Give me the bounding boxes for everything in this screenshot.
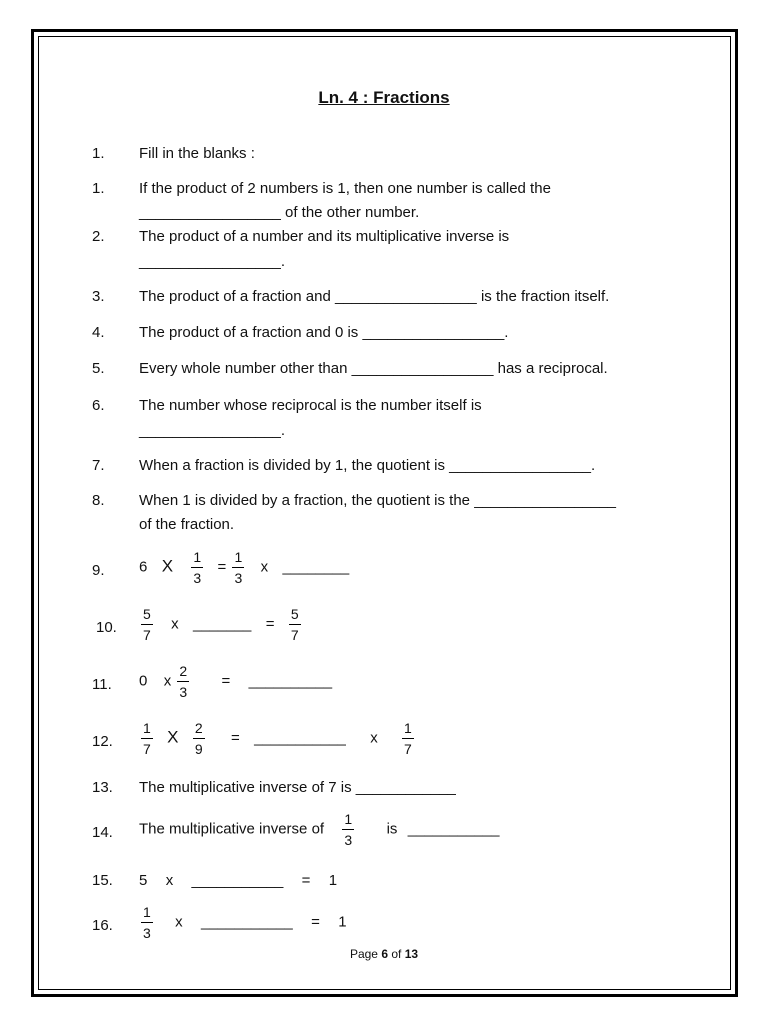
- item-text: The product of a fraction and 0 is _________________.: [139, 324, 509, 341]
- item-text-continued: of the fraction.: [139, 516, 235, 533]
- times-sign: X: [161, 556, 174, 576]
- answer-blank: ________: [282, 558, 350, 576]
- item-text: If the product of 2 numbers is 1, then one number is called the: [139, 180, 551, 197]
- equation-row: [139, 606, 303, 643]
- fraction: $\frac{2}{9}$: [194, 720, 203, 757]
- item-number: 10.: [96, 619, 117, 636]
- times-sign: x: [171, 615, 179, 633]
- item-number: 9.: [92, 562, 105, 579]
- answer-blank: _______: [192, 615, 252, 633]
- item-text: When 1 is divided by a fraction, the quotient is the _________________: [139, 492, 617, 509]
- page-title: Ln. 4 : Fractions: [318, 88, 450, 107]
- item-number: 14.: [92, 824, 113, 841]
- item-text: The number whose reciprocal is the number itself is: [139, 397, 482, 414]
- equals-sign: =: [311, 913, 320, 931]
- footer-total-pages: 13: [404, 947, 419, 961]
- equals-sign: =: [217, 558, 227, 576]
- times-sign: x: [163, 672, 172, 690]
- item-number: 1.: [92, 180, 105, 197]
- fraction: $\frac{1}{3}$: [143, 904, 151, 941]
- item-number: 4.: [92, 324, 105, 341]
- equals-sign: =: [230, 729, 240, 747]
- item-number: 16.: [92, 917, 113, 934]
- item-number: 8.: [92, 492, 105, 509]
- item-text-continued: _________________.: [139, 422, 285, 439]
- answer-blank: __________: [248, 672, 333, 690]
- item-number: 7.: [92, 457, 105, 474]
- is-text: is: [386, 820, 398, 838]
- footer-prefix: Page: [349, 947, 378, 961]
- equals-sign: =: [221, 672, 231, 690]
- item-number: 15.: [92, 872, 113, 889]
- item-number: 12.: [92, 733, 113, 750]
- fraction: $\frac{5}{7}$: [143, 606, 151, 643]
- times-sign: x: [260, 558, 269, 576]
- item-text: The multiplicative inverse of 7 is ____________: [139, 779, 456, 796]
- times-sign: x: [370, 729, 378, 747]
- operand: 6: [139, 558, 148, 576]
- answer-blank: ___________: [200, 913, 293, 931]
- fraction: $\frac{1}{3}$: [234, 549, 243, 586]
- times-sign: X: [167, 727, 179, 747]
- item-text: When a fraction is divided by 1, the quotient is _________________.: [139, 457, 596, 474]
- answer-blank: ___________: [254, 729, 346, 747]
- answer-blank: ___________: [191, 872, 284, 889]
- item-text: The multiplicative inverse of: [139, 820, 325, 838]
- equation-row: [139, 549, 349, 586]
- result-value: 1: [338, 913, 347, 931]
- item-text-continued: _________________ of the other number.: [139, 204, 420, 221]
- item-number: 5.: [92, 360, 105, 377]
- fraction: $\frac{2}{3}$: [179, 663, 188, 700]
- equation-row: [139, 904, 347, 941]
- item-number: 6.: [92, 397, 105, 414]
- item-text-continued: _________________.: [139, 253, 285, 270]
- equation-row: [139, 720, 416, 757]
- item-number: 3.: [92, 288, 105, 305]
- fraction: $\frac{1}{3}$: [193, 549, 202, 586]
- equals-sign: =: [301, 872, 311, 889]
- footer-of: of: [391, 947, 402, 961]
- footer-current-page: 6: [381, 947, 388, 961]
- equation-row: [139, 663, 332, 700]
- fraction: $\frac{1}{7}$: [404, 720, 412, 757]
- heading-text: Fill in the blanks :: [139, 145, 255, 162]
- item-number: 13.: [92, 779, 113, 796]
- operand: 0: [139, 672, 148, 690]
- item-text: Every whole number other than _________________ has a reciprocal.: [139, 360, 608, 377]
- item-text: The product of a number and its multiplicative inverse is: [139, 228, 510, 245]
- item-number: 11.: [92, 676, 112, 693]
- heading-number: 1.: [92, 145, 105, 162]
- fraction: $\frac{1}{7}$: [143, 720, 151, 757]
- answer-blank: ___________: [407, 820, 500, 838]
- fraction: $\frac{1}{3}$: [344, 811, 353, 848]
- equation-row: [139, 872, 337, 889]
- times-sign: x: [175, 913, 183, 931]
- result-value: 1: [328, 872, 338, 889]
- operand: 5: [139, 872, 148, 889]
- times-sign: x: [165, 872, 174, 889]
- item-text: The product of a fraction and _________________ is the fraction itself.: [139, 288, 610, 305]
- equation-row: [139, 811, 500, 848]
- page-footer: [0, 947, 768, 961]
- fraction: $\frac{5}{7}$: [290, 606, 299, 643]
- item-number: 2.: [92, 228, 105, 245]
- equals-sign: =: [265, 615, 275, 633]
